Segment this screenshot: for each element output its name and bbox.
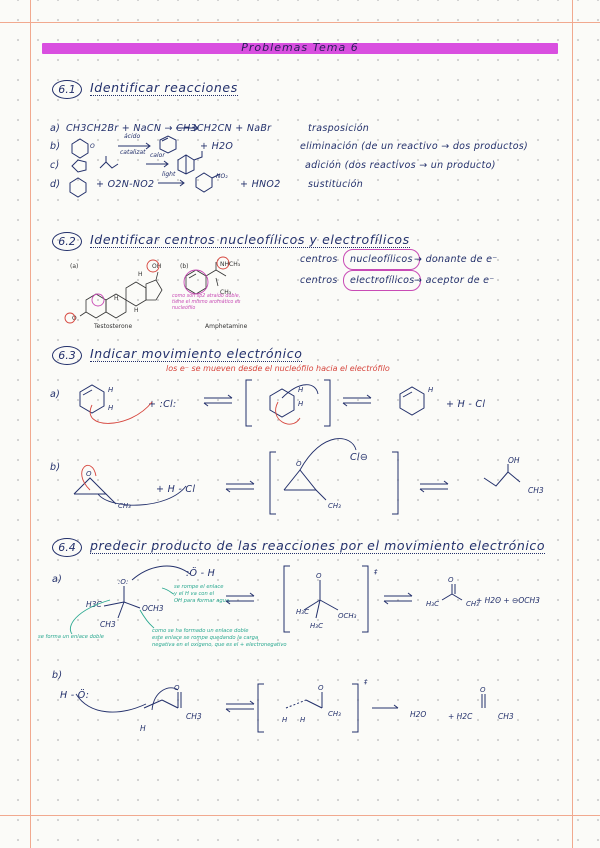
svg-text:CH₃: CH₃ — [328, 710, 341, 718]
row-b-cond-top: ácido — [124, 133, 141, 140]
row-a-equation: CH3CH2Br + NaCN → CH3CH2CN + NaBr — [66, 123, 272, 134]
svg-text:OH: OH — [152, 263, 162, 270]
aromatic-note-line-1: como son sp2 atraído doble, — [172, 294, 241, 299]
row-c-letter: c) — [50, 160, 60, 171]
row-6-3-a-letter: a) — [50, 389, 61, 400]
row-6-3-b-ion: Cl⊖ — [350, 452, 369, 463]
svg-text:H₃C: H₃C — [296, 608, 309, 616]
label-h-b: H — [140, 724, 146, 733]
svg-text:O: O — [90, 143, 95, 150]
bond-breaks-note-line-2: y el H va con el — [174, 591, 215, 597]
aromatic-note-line-2: tiene el mismo aromático es — [172, 300, 241, 305]
row-b-type: eliminación (de un reactivo → dos productos) — [300, 141, 529, 152]
svg-text:H: H — [298, 400, 304, 408]
negative-charge-note-line-2: este enlace se rompe quedando la carga — [152, 635, 259, 641]
row-6-4-b-letter: b) — [52, 670, 63, 681]
row-d-type: sustitución — [308, 179, 364, 190]
section-6-1-number: 6.1 — [52, 80, 82, 99]
def-nucleophilic-meaning: → donante de e⁻ — [414, 254, 498, 265]
row-6-4-a-letter: a) — [52, 574, 63, 585]
panel-b-label: (b) — [180, 263, 189, 270]
row-6-4-b-h2c: + H2C — [448, 712, 473, 721]
row-6-3-b-reagent: + H - Cl — [156, 484, 196, 495]
row-b-product: + H2O — [200, 141, 234, 152]
row-d-product: + HNO2 — [240, 179, 281, 190]
section-6-2-number: 6.2 — [52, 232, 82, 251]
amphetamine-label: Amphetamine — [205, 323, 248, 330]
label-h3c: H3C — [86, 600, 102, 609]
label-och3: OCH3 — [142, 604, 164, 613]
section-6-3-number: 6.3 — [52, 346, 82, 365]
svg-text:H: H — [300, 716, 306, 724]
row-6-3-b-letter: b) — [50, 462, 61, 473]
row-6-3-a-product: + H - Cl — [446, 399, 486, 410]
svg-text:‡: ‡ — [364, 678, 368, 686]
double-bond-forms-note: se forma un enlace doble — [38, 634, 104, 640]
svg-text:O: O — [316, 572, 322, 580]
row-a-letter: a) — [50, 123, 61, 134]
aromatic-note-line-3: nucleófilo — [172, 306, 196, 311]
def-nucleophilic-term: nucleofílicos — [343, 249, 420, 270]
row-c-type: adición (dos reactivos → un producto) — [305, 160, 496, 171]
svg-text:H₃C: H₃C — [310, 622, 323, 630]
svg-text:H: H — [298, 386, 304, 394]
label-ch3-a: CH3 — [100, 620, 116, 629]
panel-a-label: (a) — [70, 263, 79, 270]
section-6-4-number: 6.4 — [52, 538, 82, 557]
svg-text:O: O — [318, 684, 324, 692]
svg-text:O: O — [448, 576, 454, 584]
svg-text:NO₂: NO₂ — [216, 173, 228, 180]
negative-charge-note-line-1: como se ha formado un enlace doble — [152, 628, 249, 634]
def-electrophilic-prefix: centros — [300, 275, 338, 286]
row-b-letter: b) — [50, 141, 61, 152]
row-6-4-a-nucleophile: :Ö - H — [186, 568, 216, 579]
label-ch3-b: CH3 — [186, 712, 202, 721]
bond-breaks-note-line-3: OH para formar agua. — [174, 598, 231, 604]
svg-text::O:: :O: — [118, 578, 129, 586]
row-6-4-b-nucleophile: H - Ö: — [60, 690, 90, 701]
row-6-3-b-ch3: CH3 — [528, 486, 544, 495]
row-d-cond-top: light — [162, 171, 176, 178]
row-6-4-b-ch3: CH3 — [498, 712, 514, 721]
svg-text:H: H — [138, 271, 143, 278]
negative-charge-note-line-3: negativa en el oxígeno, que es el + electronegativo — [152, 642, 287, 648]
section-6-3-title: Indicar movimiento electrónico — [90, 346, 303, 361]
svg-text:NHCH₃: NHCH₃ — [220, 261, 241, 268]
bond-breaks-note-line-1: se rompe el enlace — [174, 584, 224, 590]
svg-text:CH₃: CH₃ — [220, 289, 232, 296]
def-electrophilic-term: electrofílicos — [343, 270, 421, 291]
section-6-4-title: predecir producto de las reacciones por el movimiento electrónico — [90, 538, 546, 553]
testosterone-label: Testosterone — [94, 323, 133, 330]
section-6-1-title: Identificar reacciones — [90, 80, 238, 95]
svg-text:H: H — [108, 386, 114, 394]
svg-text:O: O — [174, 684, 180, 692]
def-nucleophilic-prefix: centros — [300, 254, 338, 265]
svg-text:CH₃: CH₃ — [118, 502, 131, 510]
svg-text:O: O — [72, 315, 77, 322]
section-6-2-title: Identificar centros nucleofílicos y electrofílicos — [90, 232, 410, 247]
row-a-type: trasposición — [308, 123, 370, 134]
row-6-3-b-oh: OH — [508, 456, 520, 465]
row-d-letter: d) — [50, 179, 61, 190]
svg-text:H: H — [134, 307, 139, 314]
svg-text:H: H — [114, 295, 119, 302]
row-c-cond-top: calor — [150, 152, 165, 159]
def-electrophilic-meaning: → aceptor de e⁻ — [414, 275, 495, 286]
svg-text:CH₃: CH₃ — [328, 502, 341, 510]
svg-text:O: O — [296, 460, 302, 468]
row-6-4-a-products: + H2O + ⊖OCH3 — [476, 596, 540, 605]
row-6-4-b-water: H2O — [410, 710, 427, 719]
svg-text:O: O — [480, 686, 486, 694]
svg-text:‡: ‡ — [374, 568, 378, 576]
svg-text:OCH₃: OCH₃ — [338, 612, 357, 620]
row-b-cond-bottom: catalizat — [120, 149, 146, 156]
row-6-3-a-reagent: + :Cl: — [148, 399, 177, 410]
svg-text:H: H — [108, 404, 114, 412]
electron-movement-note: los e⁻ se mueven desde el nucleófilo hacia el electrófilo — [166, 364, 390, 373]
svg-text:CH₃: CH₃ — [466, 600, 479, 608]
svg-text:H: H — [282, 716, 288, 724]
svg-text:H₃C: H₃C — [426, 600, 439, 608]
svg-text:O: O — [86, 470, 92, 478]
page-title: Problemas Tema 6 — [241, 41, 359, 54]
svg-text:H: H — [428, 386, 434, 394]
row-d-equation: + O2N-NO2 — [96, 179, 155, 190]
